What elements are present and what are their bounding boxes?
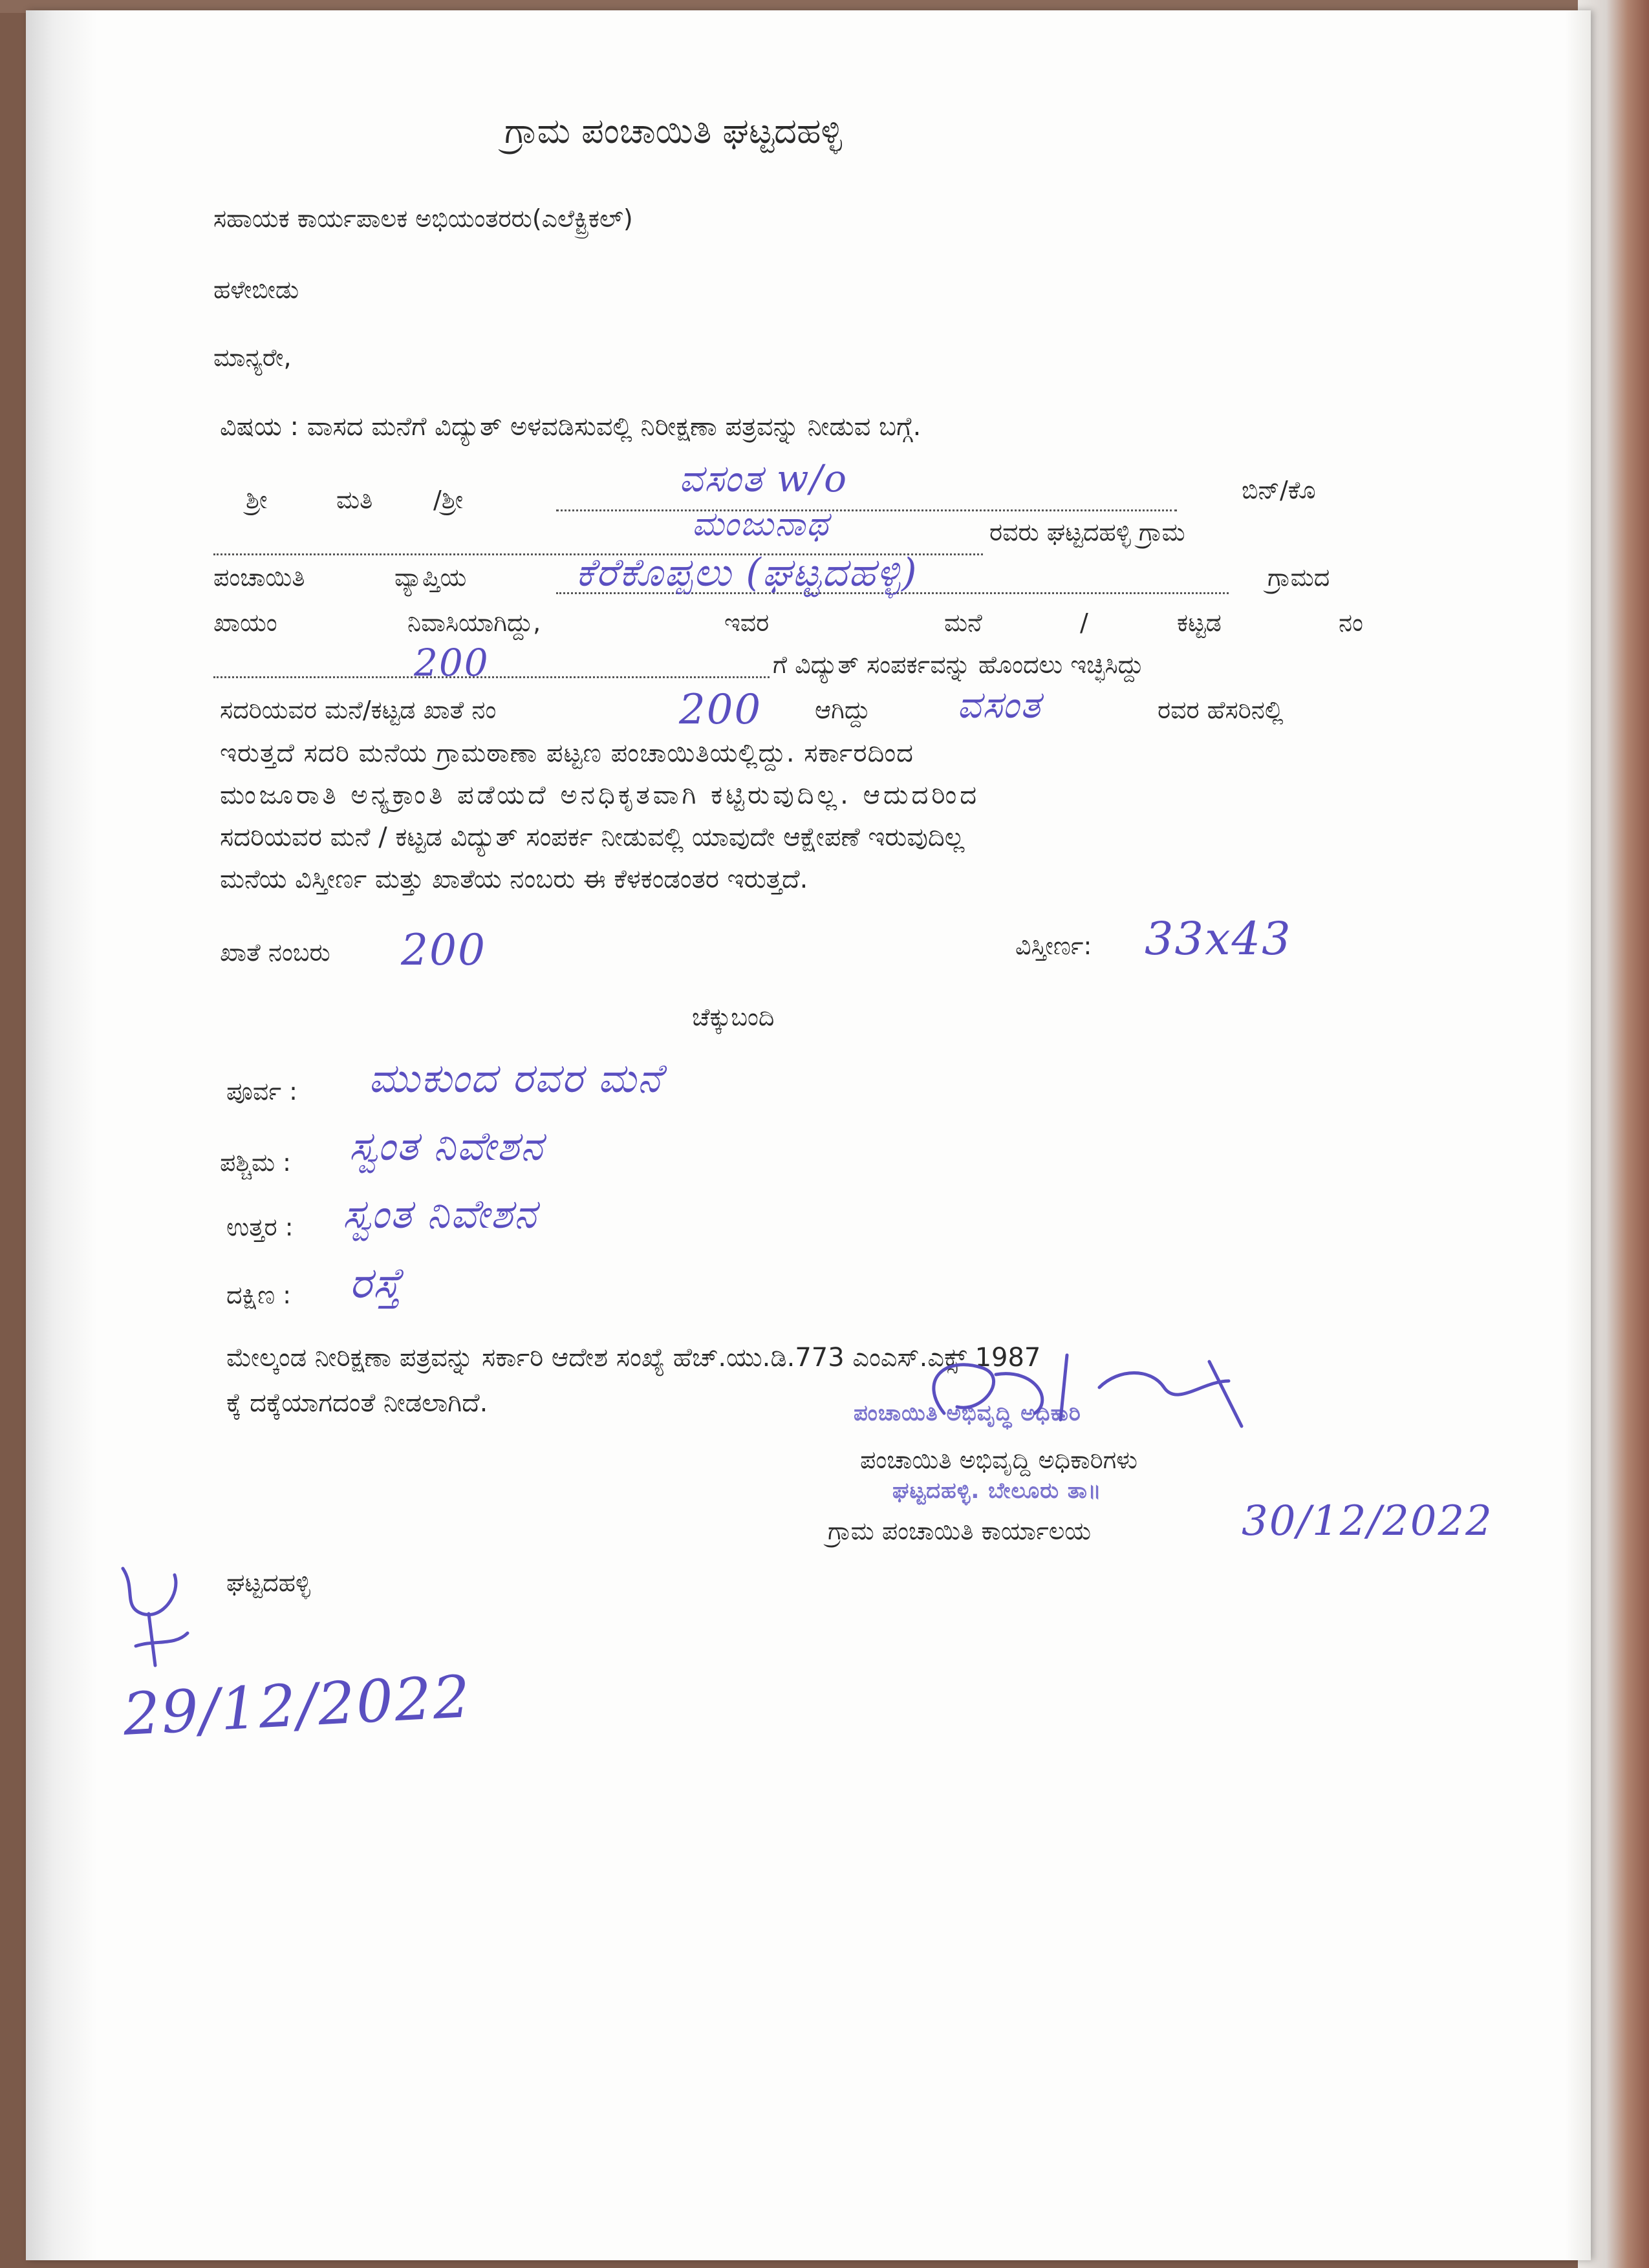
letter-sheet [26,10,1591,2260]
boundary-heading: ಚೆಕ್ಕುಬಂದಿ [692,1003,775,1031]
label-nam: ನಂ [1339,608,1363,637]
body-line-9: ಸದರಿಯವರ ಮನೆ / ಕಟ್ಟಡ ವಿದ್ಯುತ್ ಸಂಪರ್ಕ ನೀಡುವಲ್ಲಿ ಯಾವುದೇ ಆಕ್ಷೇಪಣೆ ಇರುವುದಿಲ್ಲ [220,822,965,852]
line5-tail: ಗೆ ವಿದ್ಯುತ್ ಸಂಪರ್ಕವನ್ನು ಹೊಂದಲು ಇಚ್ಛಿಸಿದ್ದು [773,650,1144,679]
body-line-7: ಇರುತ್ತದೆ ಸದರಿ ಮನೆಯ ಗ್ರಾಮಠಾಣಾ ಪಟ್ಟಣ ಪಂಚಾಯಿತಿಯಲ್ಲಿದ್ದು. ಸರ್ಕಾರದಿಂದ [220,738,914,768]
addressee: ಸಹಾಯಕ ಕಾರ್ಯಪಾಲಕ ಅಭಿಯಂತರರು(ಎಲೆಕ್ಟ್ರಿಕಲ್) [213,204,633,233]
body-line-8: ಮಂಜೂರಾತಿ ಅನ್ಯಕ್ರಾಂತಿ ಪಡೆಯದೆ ಅನಧಿಕೃತವಾಗಿ ಕಟ್ಟಿರುವುದಿಲ್ಲ. ಆದುದರಿಂದ [220,780,980,810]
signature-stroke [934,1355,1242,1426]
khata-number-label: ಖಾತೆ ನಂಬರು [220,938,330,967]
hw-west: ಸ್ವಂತ ನಿವೇಶನ [349,1122,544,1170]
north-label: ಉತ್ತರ : [226,1213,294,1241]
ravaru-village: ರವರು ಘಟ್ಟದಹಳ್ಳಿ ಗ್ರಾಮ [989,518,1185,546]
officer-title: ಪಂಚಾಯಿತಿ ಅಭಿವೃದ್ದಿ ಅಧಿಕಾರಿಗಳು [860,1446,1137,1474]
hw-office-date: 30/12/2022 [1242,1497,1493,1545]
hw-husband: ಮಂಜುನಾಥ [692,505,830,544]
label-gramada: ಗ್ರಾಮದ [1267,563,1330,592]
label-bin-ko: ಬಿನ್/ಕೊ [1242,476,1316,504]
salutation: ಮಾನ್ಯರೇ, [213,343,292,372]
area-label: ವಿಸ್ತೀರ್ಣ: [1015,932,1092,960]
office-name: ಗ್ರಾಮ ಪಂಚಾಯಿತಿ ಕಾರ್ಯಾಲಯ [828,1517,1092,1545]
hw-house-no: 200 [414,641,490,685]
hw-village: ಕೆರೆಕೊಪ್ಪಲು (ಘಟ್ಟದಹಳ್ಳಿ) [576,550,918,595]
hw-east: ಮುಕುಂದ ರವರ ಮನೆ [369,1054,663,1102]
hw-area: 33x43 [1145,912,1292,965]
hw-left-date: 29/12/2022 [121,1662,473,1749]
label-shri-2: /ಶ್ರೀ [433,486,464,514]
sheet-edge-shadow [26,10,97,2260]
closing-place: ಘಟ್ಟದಹಳ್ಳಿ [226,1568,311,1597]
label-nivasi: ನಿವಾಸಿಯಾಗಿದ್ದು, [407,608,541,637]
label-mane: ಮನೆ [944,608,982,637]
label-ivara: ಇವರ [724,608,770,637]
stamp-line-2: ಘಟ್ಟದಹಳ್ಳಿ. ಬೇಲೂರು ತಾ॥ [892,1478,1102,1504]
label-kattada: ಕಟ್ಟಡ [1177,608,1222,637]
east-label: ಪೂರ್ವ : [226,1077,297,1106]
body-line-10: ಮನೆಯ ವಿಸ್ತೀರ್ಣ ಮತ್ತು ಖಾತೆಯ ನಂಬರು ಈ ಕೆಳಕಂಡಂತರ ಇರುತ್ತದೆ. [220,864,808,894]
line6-khata: ಸದರಿಯವರ ಮನೆ/ಕಟ್ಟಡ ಖಾತೆ ನಂ [220,696,497,724]
hw-south: ರಸ್ತೆ [349,1258,403,1308]
stamp-line-1: ಪಂಚಾಯಿತಿ ಅಭಿವೃದ್ಧಿ ಅಧಿಕಾರಿ [854,1400,1081,1426]
order-line-1: ಮೇಲ್ಕಂಡ ನೀರಿಕ್ಷಣಾ ಪತ್ರವನ್ನು ಸರ್ಕಾರಿ ಆದೇಶ ಸಂಖ್ಯೆ ಹೆಚ್.ಯು.ಡಿ.773 ಎಂಎಸ್.ಎಕ್ಸ್ 1987 [226,1343,1041,1373]
fill-line-house-no [213,676,770,678]
label-slash: / [1080,608,1088,637]
letter-title: ಗ್ರಾಮ ಪಂಚಾಯಿತಿ ಘಟ್ಟದಹಳ್ಳಿ [504,111,843,151]
hw-khata-number: 200 [401,925,486,975]
label-khayam: ಖಾಯಂ [213,608,277,637]
order-line-2: ಕ್ಕೆ ದಕ್ಕೆಯಾಗದಂತೆ ನೀಡಲಾಗಿದೆ. [226,1388,488,1418]
hw-name: ವಸಂತ w/o [679,456,848,500]
line6-agiddu: ಆಗಿದ್ದು [815,696,870,724]
sheet-fold [1565,10,1591,2260]
line6-hesarinalli: ರವರ ಹೆಸರಿನಲ್ಲಿ [1158,696,1284,724]
hw-owner: ವಸಂತ [957,683,1042,727]
subject-line: ವಿಷಯ : ವಾಸದ ಮನೆಗೆ ವಿದ್ಯುತ್ ಅಳವಡಿಸುವಲ್ಲಿ ನಿರೀಕ್ಷಣಾ ಪತ್ರವನ್ನು ನೀಡುವ ಬಗ್ಗೆ. [220,412,921,442]
addressee-place: ಹಳೇಬೀಡು [213,275,299,304]
hw-north: ಸ್ವಂತ ನಿವೇಶನ [343,1190,538,1237]
label-panchayat: ಪಂಚಾಯಿತಿ [213,563,305,592]
west-label: ಪಶ್ಚಿಮ : [220,1148,291,1177]
label-vyaptiya: ವ್ಯಾಪ್ತಿಯ [394,563,467,592]
label-shri: ಶ್ರೀ [246,486,268,514]
south-label: ದಕ್ಷಿಣ : [226,1281,292,1309]
hw-khata-no: 200 [679,686,762,734]
initials-stroke [123,1568,188,1665]
fill-line-name [556,509,1177,511]
officer-signature [905,1342,1306,1446]
initials-signature [97,1549,213,1678]
label-mati: ಮತಿ [336,486,373,514]
